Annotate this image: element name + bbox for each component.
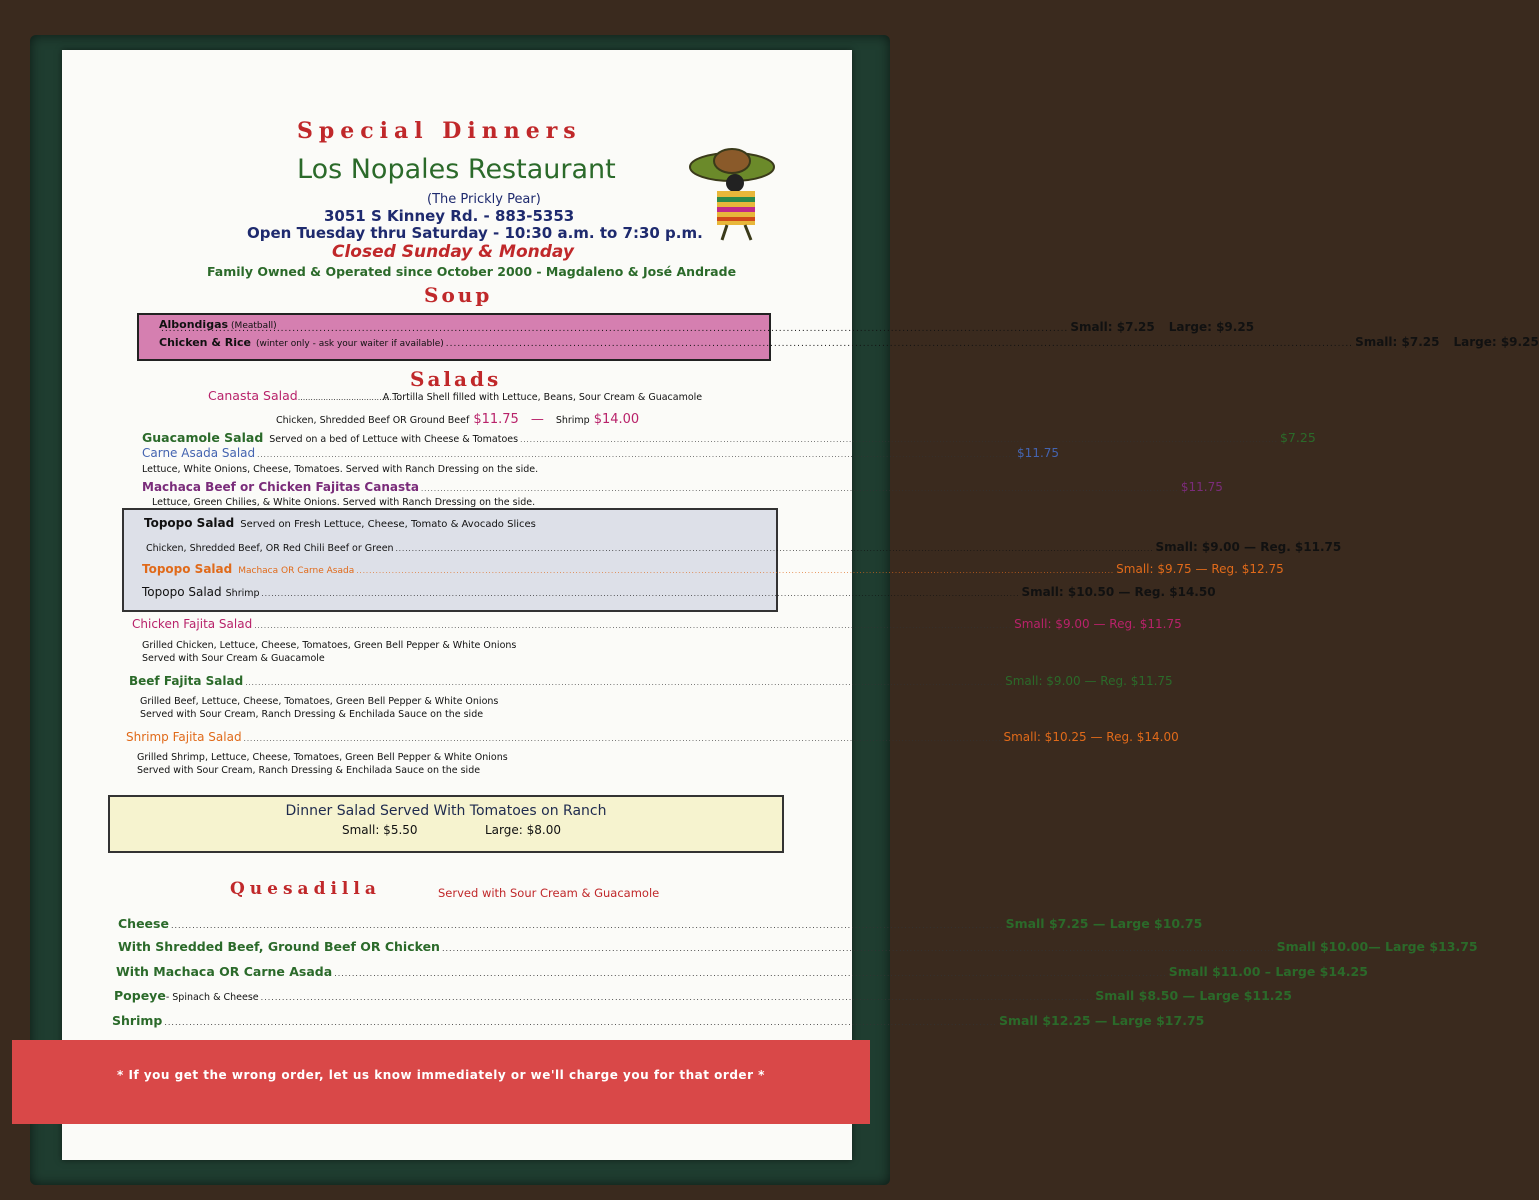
leader-dots [446, 339, 1353, 349]
quesadilla-item-name: Cheese [118, 916, 169, 931]
soup-box [137, 313, 1539, 361]
chicken-fajita-salad-row [132, 617, 1182, 631]
quesadilla-item-name: Popeye [114, 988, 166, 1003]
topopo-salad-name: Topopo Salad [144, 516, 235, 530]
restaurant-name: Los Nopales Restaurant [297, 154, 616, 185]
chicken-fajita-salad-desc-1: Grilled Chicken, Lettuce, Cheese, Tomatoes, Green Bell Pepper & White Onions [142, 640, 517, 651]
special-dinners-title: Special Dinners [297, 118, 582, 144]
leader-dots [396, 545, 1154, 553]
leader-dots [262, 590, 1020, 598]
leader-dots [261, 993, 1094, 1002]
dinner-salad-title: Dinner Salad Served With Tomatoes on Ranch [285, 803, 607, 819]
canasta-salad-desc: A Tortilla Shell filled with Lettuce, Beans, Sour Cream & Guacamole [382, 392, 703, 403]
soup-item-note: (winter only - ask your waiter if available) [255, 339, 444, 349]
leader-dots [257, 451, 1015, 459]
quesadilla-item-price: Small $12.25 — Large $17.75 [998, 1013, 1205, 1028]
beef-fajita-salad-desc-1: Grilled Beef, Lettuce, Cheese, Tomatoes, Green Bell Pepper & White Onions [140, 696, 499, 707]
topopo-option-desc: Shrimp [225, 588, 260, 599]
guacamole-salad-price: $7.25 [1279, 430, 1316, 445]
soup-item-name: Albondigas [159, 318, 229, 331]
leader-dots [520, 436, 1278, 444]
leader-dots [161, 324, 1068, 334]
canasta-options-row [276, 412, 639, 427]
canasta-salad-row [208, 388, 778, 403]
leader-dots [356, 567, 1114, 575]
leader-dots [245, 679, 1003, 687]
closed-days: Closed Sunday & Monday [332, 242, 574, 262]
guacamole-salad-name: Guacamole Salad [142, 430, 264, 445]
carne-asada-salad-row [142, 446, 1060, 460]
leader-dots [421, 485, 1179, 493]
topopo-option-1 [146, 540, 1342, 554]
soup-small-price: Small: $7.25 [1355, 335, 1440, 349]
leader-dots [164, 1018, 997, 1027]
restaurant-subtitle: (The Prickly Pear) [427, 192, 541, 207]
quesadilla-note: Served with Sour Cream & Guacamole [438, 886, 660, 900]
chicken-fajita-salad-price: Small: $9.00 — Reg. $11.75 [1014, 617, 1182, 631]
beef-fajita-salad-price: Small: $9.00 — Reg. $11.75 [1005, 674, 1173, 688]
shrimp-fajita-salad-desc-2: Served with Sour Cream, Ranch Dressing & Enchilada Sauce on the side [137, 765, 481, 776]
topopo-option-price: Small: $9.75 — Reg. $12.75 [1116, 562, 1284, 576]
quesadilla-item-name: With Shredded Beef, Ground Beef OR Chicken [118, 939, 440, 954]
quesadilla-heading: Quesadilla [230, 879, 381, 899]
quesadilla-item-name: With Machaca OR Carne Asada [116, 964, 333, 979]
canasta-shrimp-label: Shrimp [555, 415, 590, 426]
machaca-canasta-desc: Lettuce, Green Chilies, & White Onions. Served with Ranch Dressing on the side. [152, 497, 536, 508]
soup-small-price: Small: $7.25 [1070, 320, 1155, 334]
canasta-options: Chicken, Shredded Beef OR Ground Beef [276, 415, 470, 426]
quesadilla-item [118, 916, 1203, 931]
leader-dots [254, 622, 1012, 630]
soup-heading: Soup [424, 283, 493, 307]
canasta-salad-name: Canasta Salad [208, 388, 298, 403]
shrimp-fajita-salad-desc-1: Grilled Shrimp, Lettuce, Cheese, Tomatoes, Green Bell Pepper & White Onions [137, 752, 508, 763]
topopo-option-price: Small: $9.00 — Reg. $11.75 [1155, 540, 1342, 554]
soup-chicken-rice [159, 335, 1539, 349]
canasta-shrimp-price: $14.00 [593, 412, 640, 427]
sombrero-logo [687, 145, 787, 245]
dinner-salad-large-price: Large: $8.00 [485, 823, 561, 837]
menu-page [62, 50, 1539, 1160]
leader-dots [171, 921, 1004, 930]
topopo-option-name: Topopo Salad [142, 585, 222, 599]
topopo-option-name: Topopo Salad [142, 562, 233, 576]
machaca-canasta-price: $11.75 [1180, 480, 1223, 494]
topopo-box [122, 508, 1342, 612]
quesadilla-item-price: Small $7.25 — Large $10.75 [1005, 916, 1203, 931]
guacamole-salad-row [142, 430, 1316, 445]
topopo-salad-header [144, 516, 536, 530]
canasta-price: $11.75 [473, 412, 519, 427]
quesadilla-item [116, 964, 1368, 979]
leader-dots [334, 969, 1167, 978]
topopo-option-desc: Chicken, Shredded Beef, OR Red Chili Beef or Green [146, 543, 394, 554]
carne-asada-salad-desc: Lettuce, White Onions, Cheese, Tomatoes. Served with Ranch Dressing on the side. [142, 464, 539, 475]
dinner-salad-small-price: Small: $5.50 [342, 823, 418, 837]
shrimp-fajita-salad-row [126, 730, 1179, 744]
leader-dots [244, 735, 1002, 743]
topopo-salad-desc: Served on Fresh Lettuce, Cheese, Tomato & Avocado Slices [240, 519, 536, 530]
topopo-option-3 [142, 585, 1216, 599]
soup-item-note: (Meatball) [231, 321, 277, 331]
leader-dots [442, 944, 1275, 953]
warning-text: * If you get the wrong order, let us know immediately or we'll charge you for that order * [117, 1068, 765, 1082]
soup-large-price: Large: $9.25 [1168, 320, 1255, 334]
warning-banner [12, 1040, 870, 1124]
opening-hours: Open Tuesday thru Saturday - 10:30 a.m. to 7:30 p.m. [247, 224, 703, 242]
beef-fajita-salad-desc-2: Served with Sour Cream, Ranch Dressing & Enchilada Sauce on the side [140, 709, 484, 720]
carne-asada-salad-price: $11.75 [1017, 446, 1060, 460]
chicken-fajita-salad-name: Chicken Fajita Salad [132, 617, 253, 631]
restaurant-address: 3051 S Kinney Rd. - 883-5353 [324, 207, 575, 225]
guacamole-salad-desc: Served on a bed of Lettuce with Cheese & Tomatoes [269, 434, 519, 445]
beef-fajita-salad-row [129, 674, 1173, 688]
quesadilla-item-sub: - Spinach & Cheese [165, 992, 259, 1003]
shrimp-fajita-salad-name: Shrimp Fajita Salad [126, 730, 242, 744]
quesadilla-item-price: Small $8.50 — Large $11.25 [1095, 988, 1292, 1003]
leader-dots: ......................................... [297, 393, 402, 402]
salads-heading: Salads [410, 367, 502, 391]
quesadilla-item [118, 939, 1478, 954]
chicken-fajita-salad-desc-2: Served with Sour Cream & Guacamole [142, 653, 325, 664]
soup-albondigas-prices [159, 320, 1255, 334]
shrimp-fajita-salad-price: Small: $10.25 — Reg. $14.00 [1003, 730, 1179, 744]
quesadilla-item-name: Shrimp [112, 1013, 163, 1028]
dinner-salad-box [108, 795, 784, 853]
quesadilla-item-price: Small $10.00— Large $13.75 [1276, 939, 1478, 954]
quesadilla-item-price: Small $11.00 – Large $14.25 [1168, 964, 1368, 979]
soup-large-price: Large: $9.25 [1453, 335, 1539, 349]
soup-item-name: Chicken & Rice [159, 336, 251, 349]
carne-asada-salad-name: Carne Asada Salad [142, 446, 256, 460]
family-owned-note: Family Owned & Operated since October 2000 - Magdaleno & José Andrade [207, 264, 737, 279]
price-separator: — [530, 412, 544, 427]
machaca-canasta-row [142, 480, 1223, 494]
quesadilla-item [112, 1013, 1205, 1028]
quesadilla-item [114, 988, 1292, 1003]
topopo-option-price: Small: $10.50 — Reg. $14.50 [1021, 585, 1216, 599]
topopo-option-desc: Machaca OR Carne Asada [238, 566, 355, 576]
topopo-option-2 [142, 562, 1284, 576]
machaca-canasta-name: Machaca Beef or Chicken Fajitas Canasta [142, 480, 419, 494]
beef-fajita-salad-name: Beef Fajita Salad [129, 674, 244, 688]
